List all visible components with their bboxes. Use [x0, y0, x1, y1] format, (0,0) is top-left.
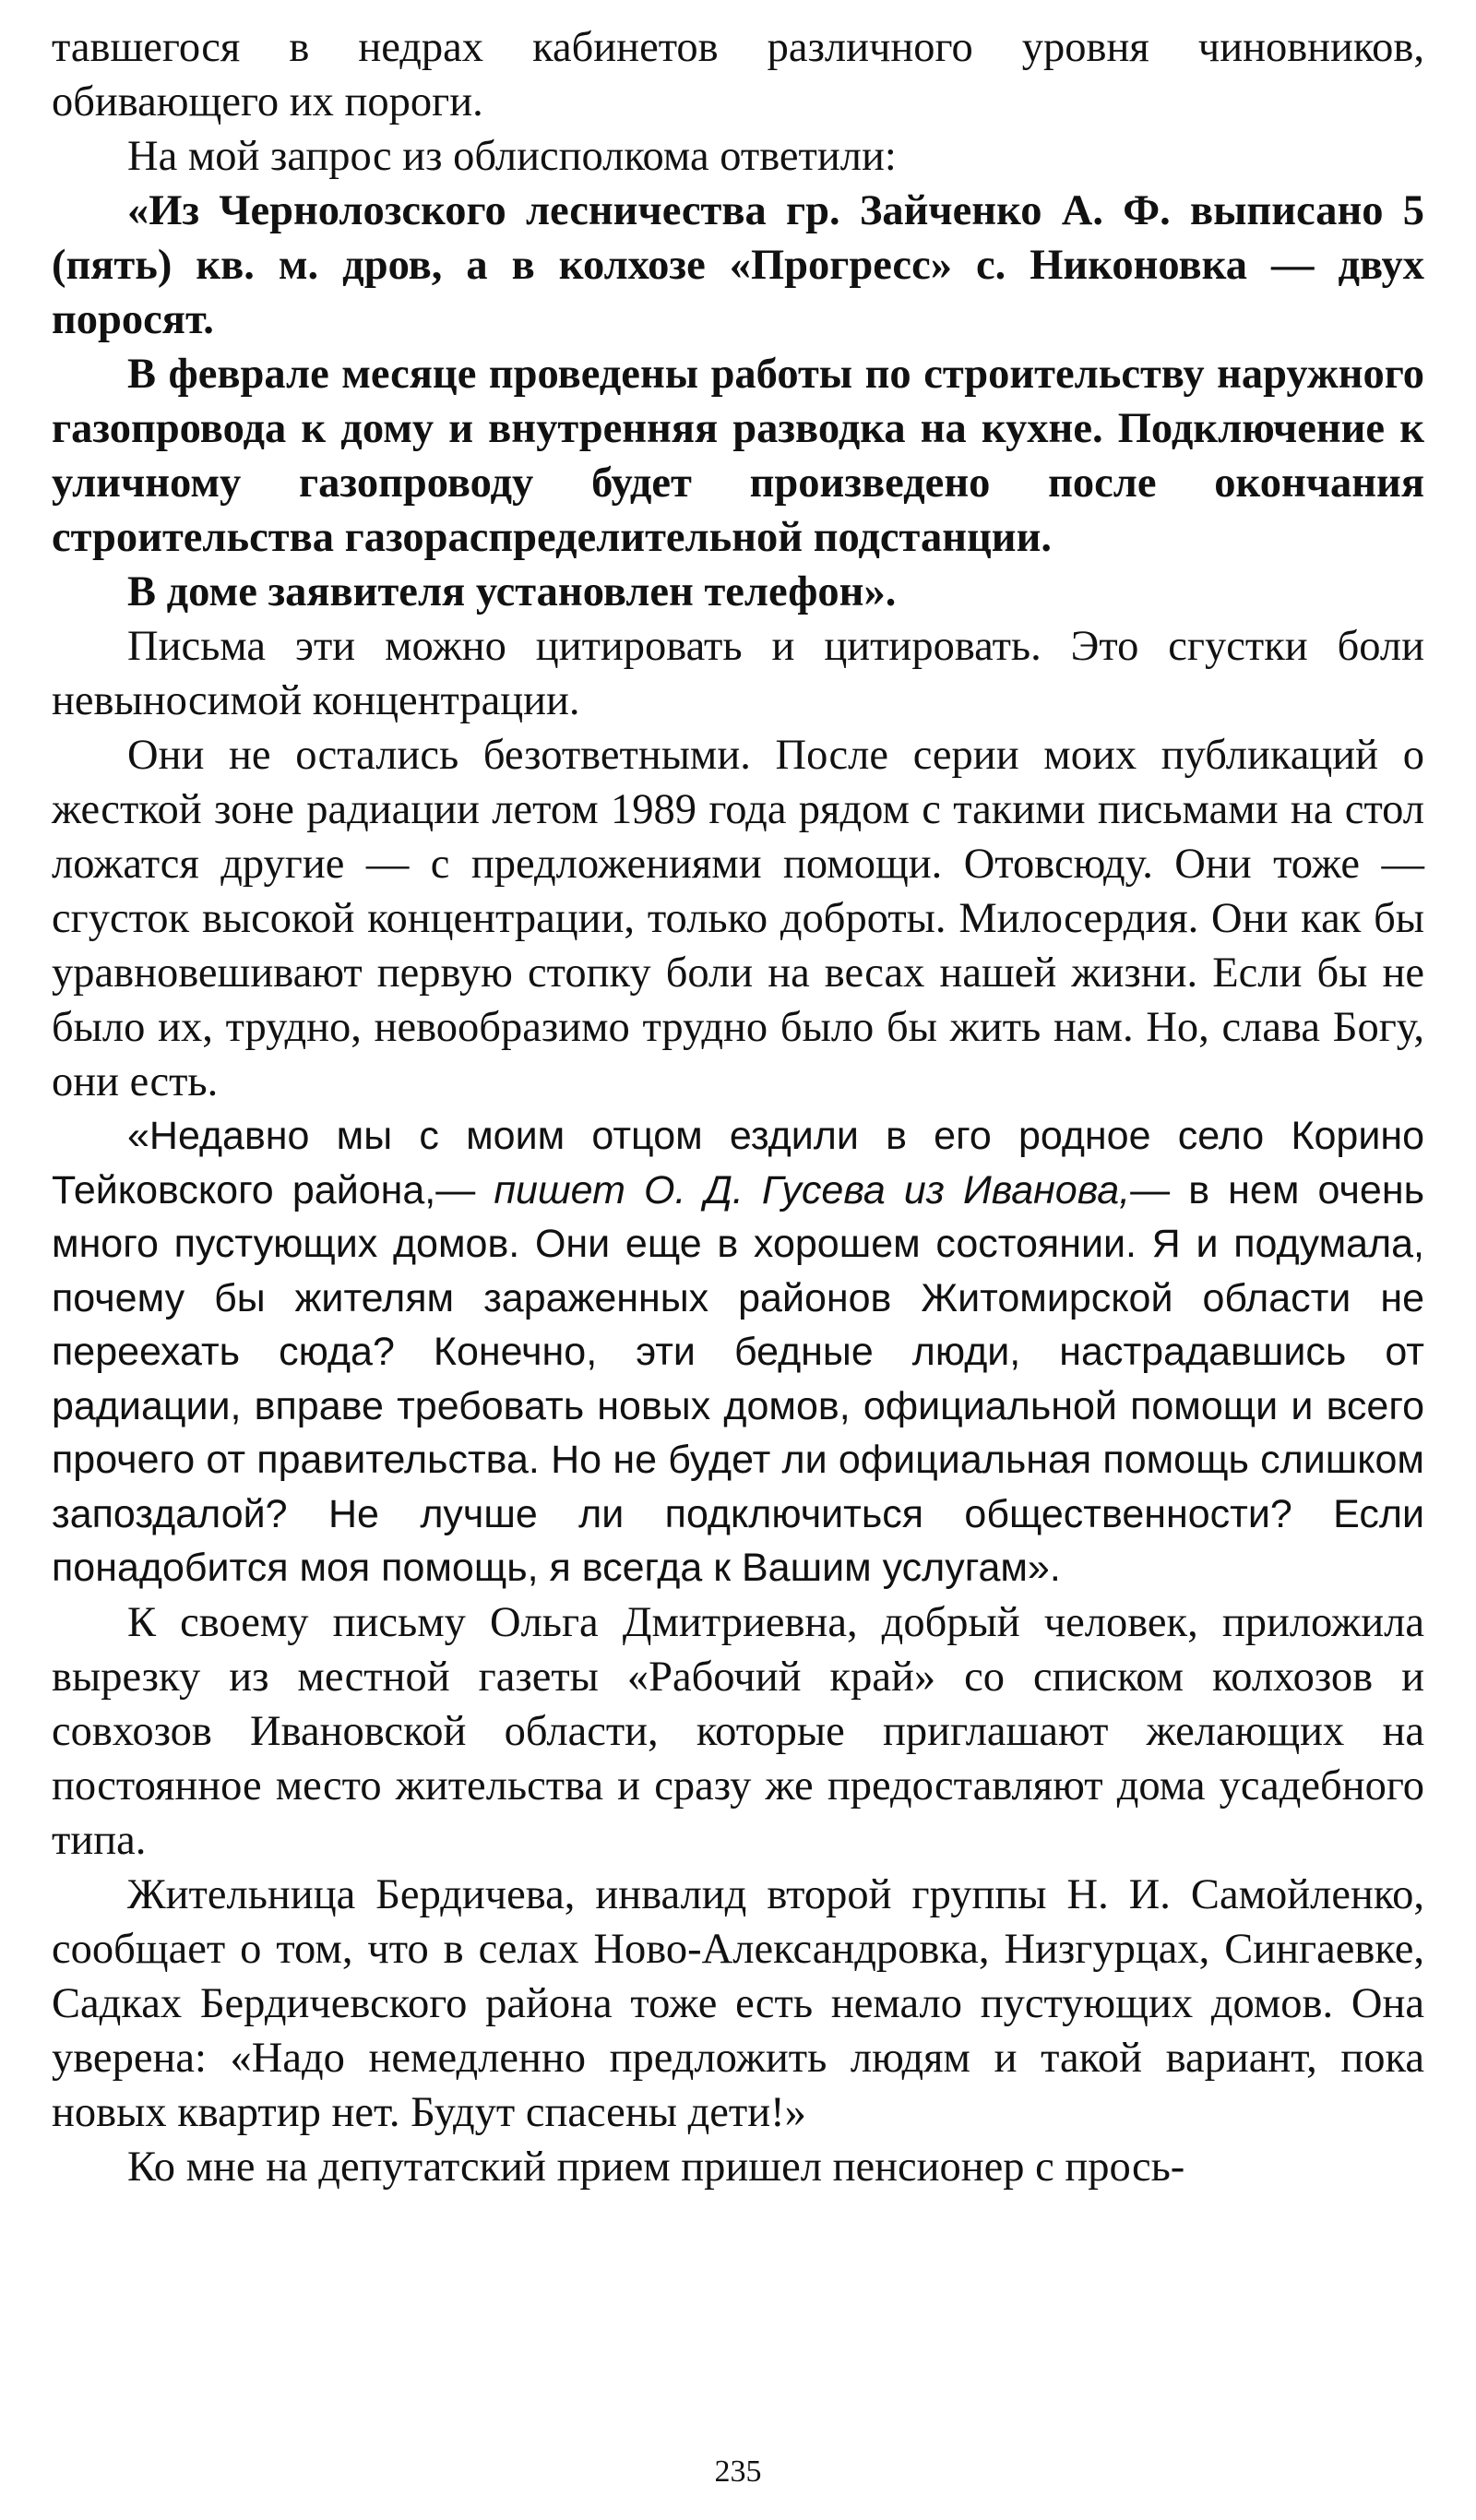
paragraph: На мой запрос из облисполкома ответили: — [127, 133, 897, 180]
quoted-reply-paragraph: «Из Чернолозского лесничества гр. Зайченко А. Ф. выписано 5 (пять) кв. м. дров, а в колхозе «Прогресс» с. Никоновка — двух поросят. — [52, 187, 1424, 343]
paragraph: К своему письму Ольга Дмитриевна, добрый человек, приложила вырезку из местной газеты «Рабочий край» со списком колхозов и совхозов Ивановской области, которые приглашают желающих на постоянное место жительства и сразу же предоставляют дома усадебного типа. — [52, 1598, 1424, 1864]
paragraph-continued: тавшегося в недрах кабинетов различного уровня чиновников, обивающего их пороги. — [52, 24, 1424, 125]
letter-quote-text: — в нем очень много пустующих домов. Они еще в хорошем состоянии. Я и подумала, почему бы жителям зараженных районов Житомирской области не переехать сюда? Конечно, эти бедные люди, настрадавшись от радиации, вправе требовать новых домов, официальной помощи и всего прочего от правительства. Но не будет ли официальная помощь слишком запоздалой? Не лучше ли подключиться общественности? Если понадобится моя помощь, я всегда к Вашим услугам». — [52, 1167, 1424, 1590]
paragraph: Жительница Бердичева, инвалид второй группы Н. И. Самойленко, сообщает о том, что в селах Ново-Александровка, Низгурцах, Сингаевке, Садках Бердичевского района тоже есть немало пустующих домов. Она уверена: «Надо немедленно предложить людям и такой вариант, пока новых квартир нет. Будут спасены дети!» — [52, 1870, 1424, 2136]
letter-quote-text: «Недавно мы с моим отцом ездили в его родное село Корино Тейковского района,— — [52, 1114, 1424, 1212]
paragraph-last: Ко мне на депутатский прием пришел пенсионер с прось- — [127, 2143, 1185, 2191]
quoted-reply-paragraph: В феврале месяце проведены работы по строительству наружного газопровода к дому и внутренняя разводка на кухне. Подключение к уличному газопроводу будет произведено после окончания строительства газораспределительной подстанции. — [52, 351, 1424, 561]
letter-quote-paragraph — [52, 1109, 1424, 1595]
paragraph: Письма эти можно цитировать и цитировать. Это сгустки боли невыносимой концентрации. — [52, 623, 1424, 724]
page-number: 235 — [714, 2454, 762, 2489]
page-body — [52, 20, 1424, 2194]
paragraph: Они не остались безответными. После серии моих публикаций о жесткой зоне радиации летом 1989 года рядом с такими письмами на стол ложатся другие — с предложениями помощи. Отовсюду. Они тоже — сгусток высокой концентрации, только доброты. Милосердия. Они как бы уравновешивают первую стопку боли на весах нашей жизни. Если бы не было их, трудно, невообразимо трудно было бы жить нам. Но, слава Богу, они есть. — [52, 732, 1424, 1105]
letter-author-attribution: пишет О. Д. Гусева из Иванова, — [494, 1167, 1131, 1212]
quoted-reply-paragraph: В доме заявителя установлен телефон». — [127, 568, 897, 615]
